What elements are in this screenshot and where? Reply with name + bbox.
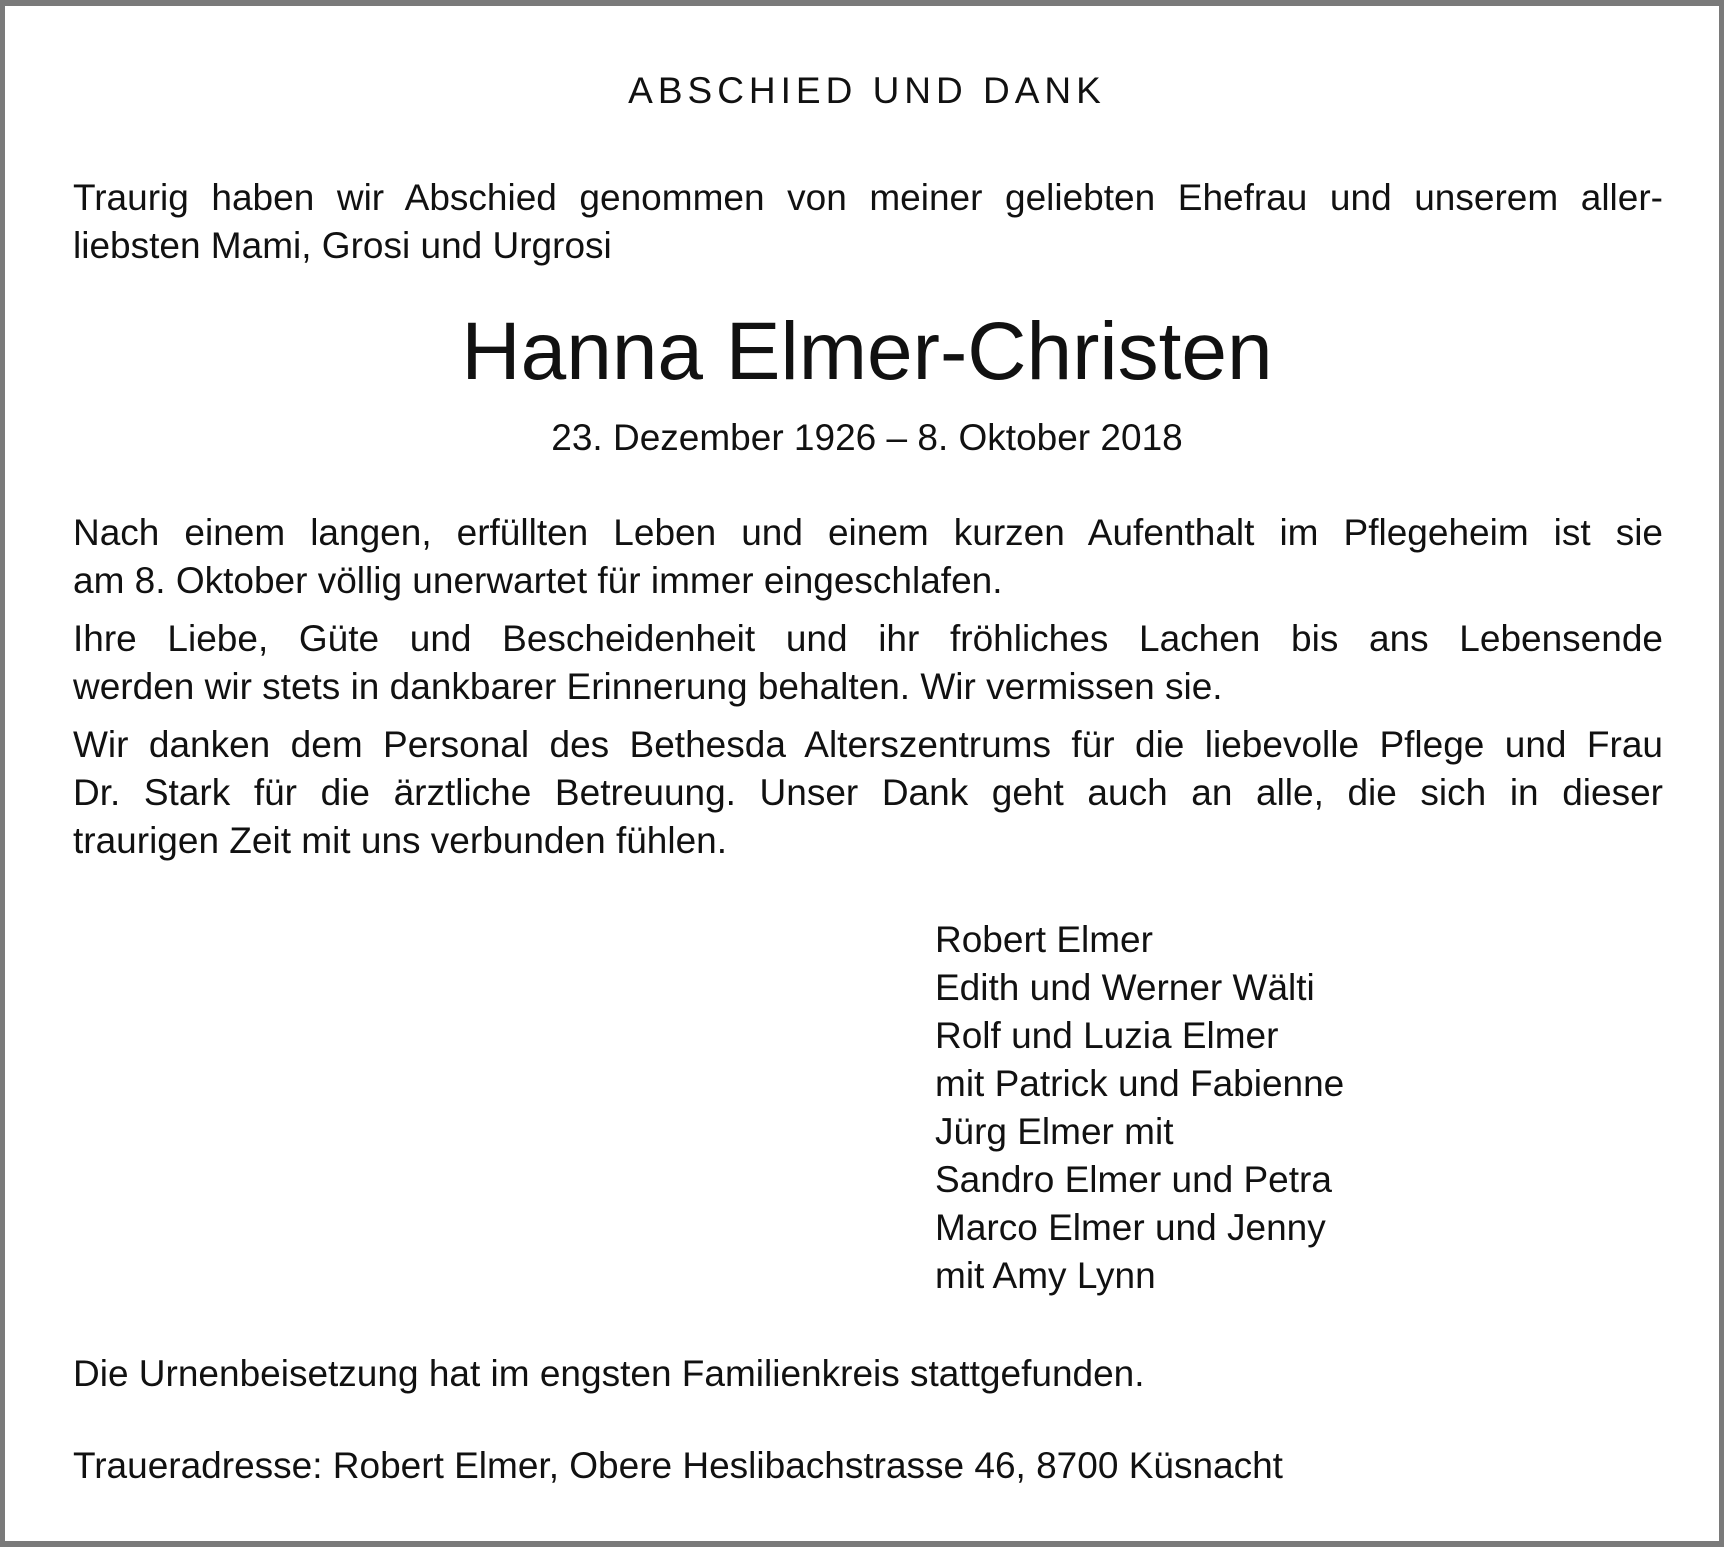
paragraph — [73, 721, 1663, 865]
paragraph — [73, 509, 1663, 605]
signer: mit Amy Lynn — [935, 1255, 1156, 1296]
obituary-body — [73, 509, 1663, 875]
intro-line: Traurig haben wir Abschied genommen von meiner geliebten Ehefrau und unserem aller- — [73, 177, 1663, 218]
life-dates: 23. Dezember 1926 – 8. Oktober 2018 — [551, 417, 1183, 458]
signer: Rolf und Luzia Elmer — [935, 1015, 1279, 1056]
signer: Robert Elmer — [935, 919, 1153, 960]
signer: mit Patrick und Fabienne — [935, 1063, 1345, 1104]
deceased-name: Hanna Elmer-Christen — [461, 306, 1273, 397]
signer: Marco Elmer und Jenny — [935, 1207, 1326, 1248]
intro-line: liebsten Mami, Grosi und Urgrosi — [73, 225, 612, 266]
paragraph-line: Wir danken dem Personal des Bethesda Alterszentrums für die liebevolle Pflege und Frau — [73, 724, 1663, 765]
intro-text — [73, 174, 1663, 270]
paragraph-line: Dr. Stark für die ärztliche Betreuung. Unser Dank geht auch an alle, die sich in dieser — [73, 772, 1663, 813]
paragraph-line: Nach einem langen, erfüllten Leben und einem kurzen Aufenthalt im Pflegeheim ist sie — [73, 512, 1663, 553]
paragraph-line: werden wir stets in dankbarer Erinnerung behalten. Wir vermissen sie. — [73, 666, 1223, 707]
paragraph — [73, 615, 1663, 711]
burial-note: Die Urnenbeisetzung hat im engsten Familienkreis stattgefunden. — [73, 1353, 1145, 1394]
paragraph-line: traurigen Zeit mit uns verbunden fühlen. — [73, 820, 728, 861]
signer: Jürg Elmer mit — [935, 1111, 1174, 1152]
signers-list — [935, 916, 1344, 1300]
mourning-address: Traueradresse: Robert Elmer, Obere Heslibachstrasse 46, 8700 Küsnacht — [73, 1445, 1283, 1486]
signer: Sandro Elmer und Petra — [935, 1159, 1332, 1200]
signer: Edith und Werner Wälti — [935, 967, 1315, 1008]
obituary-heading: ABSCHIED UND DANK — [628, 70, 1106, 111]
paragraph-line: Ihre Liebe, Güte und Bescheidenheit und ihr fröhliches Lachen bis ans Lebensende — [73, 618, 1663, 659]
paragraph-line: am 8. Oktober völlig unerwartet für immer eingeschlafen. — [73, 560, 1003, 601]
